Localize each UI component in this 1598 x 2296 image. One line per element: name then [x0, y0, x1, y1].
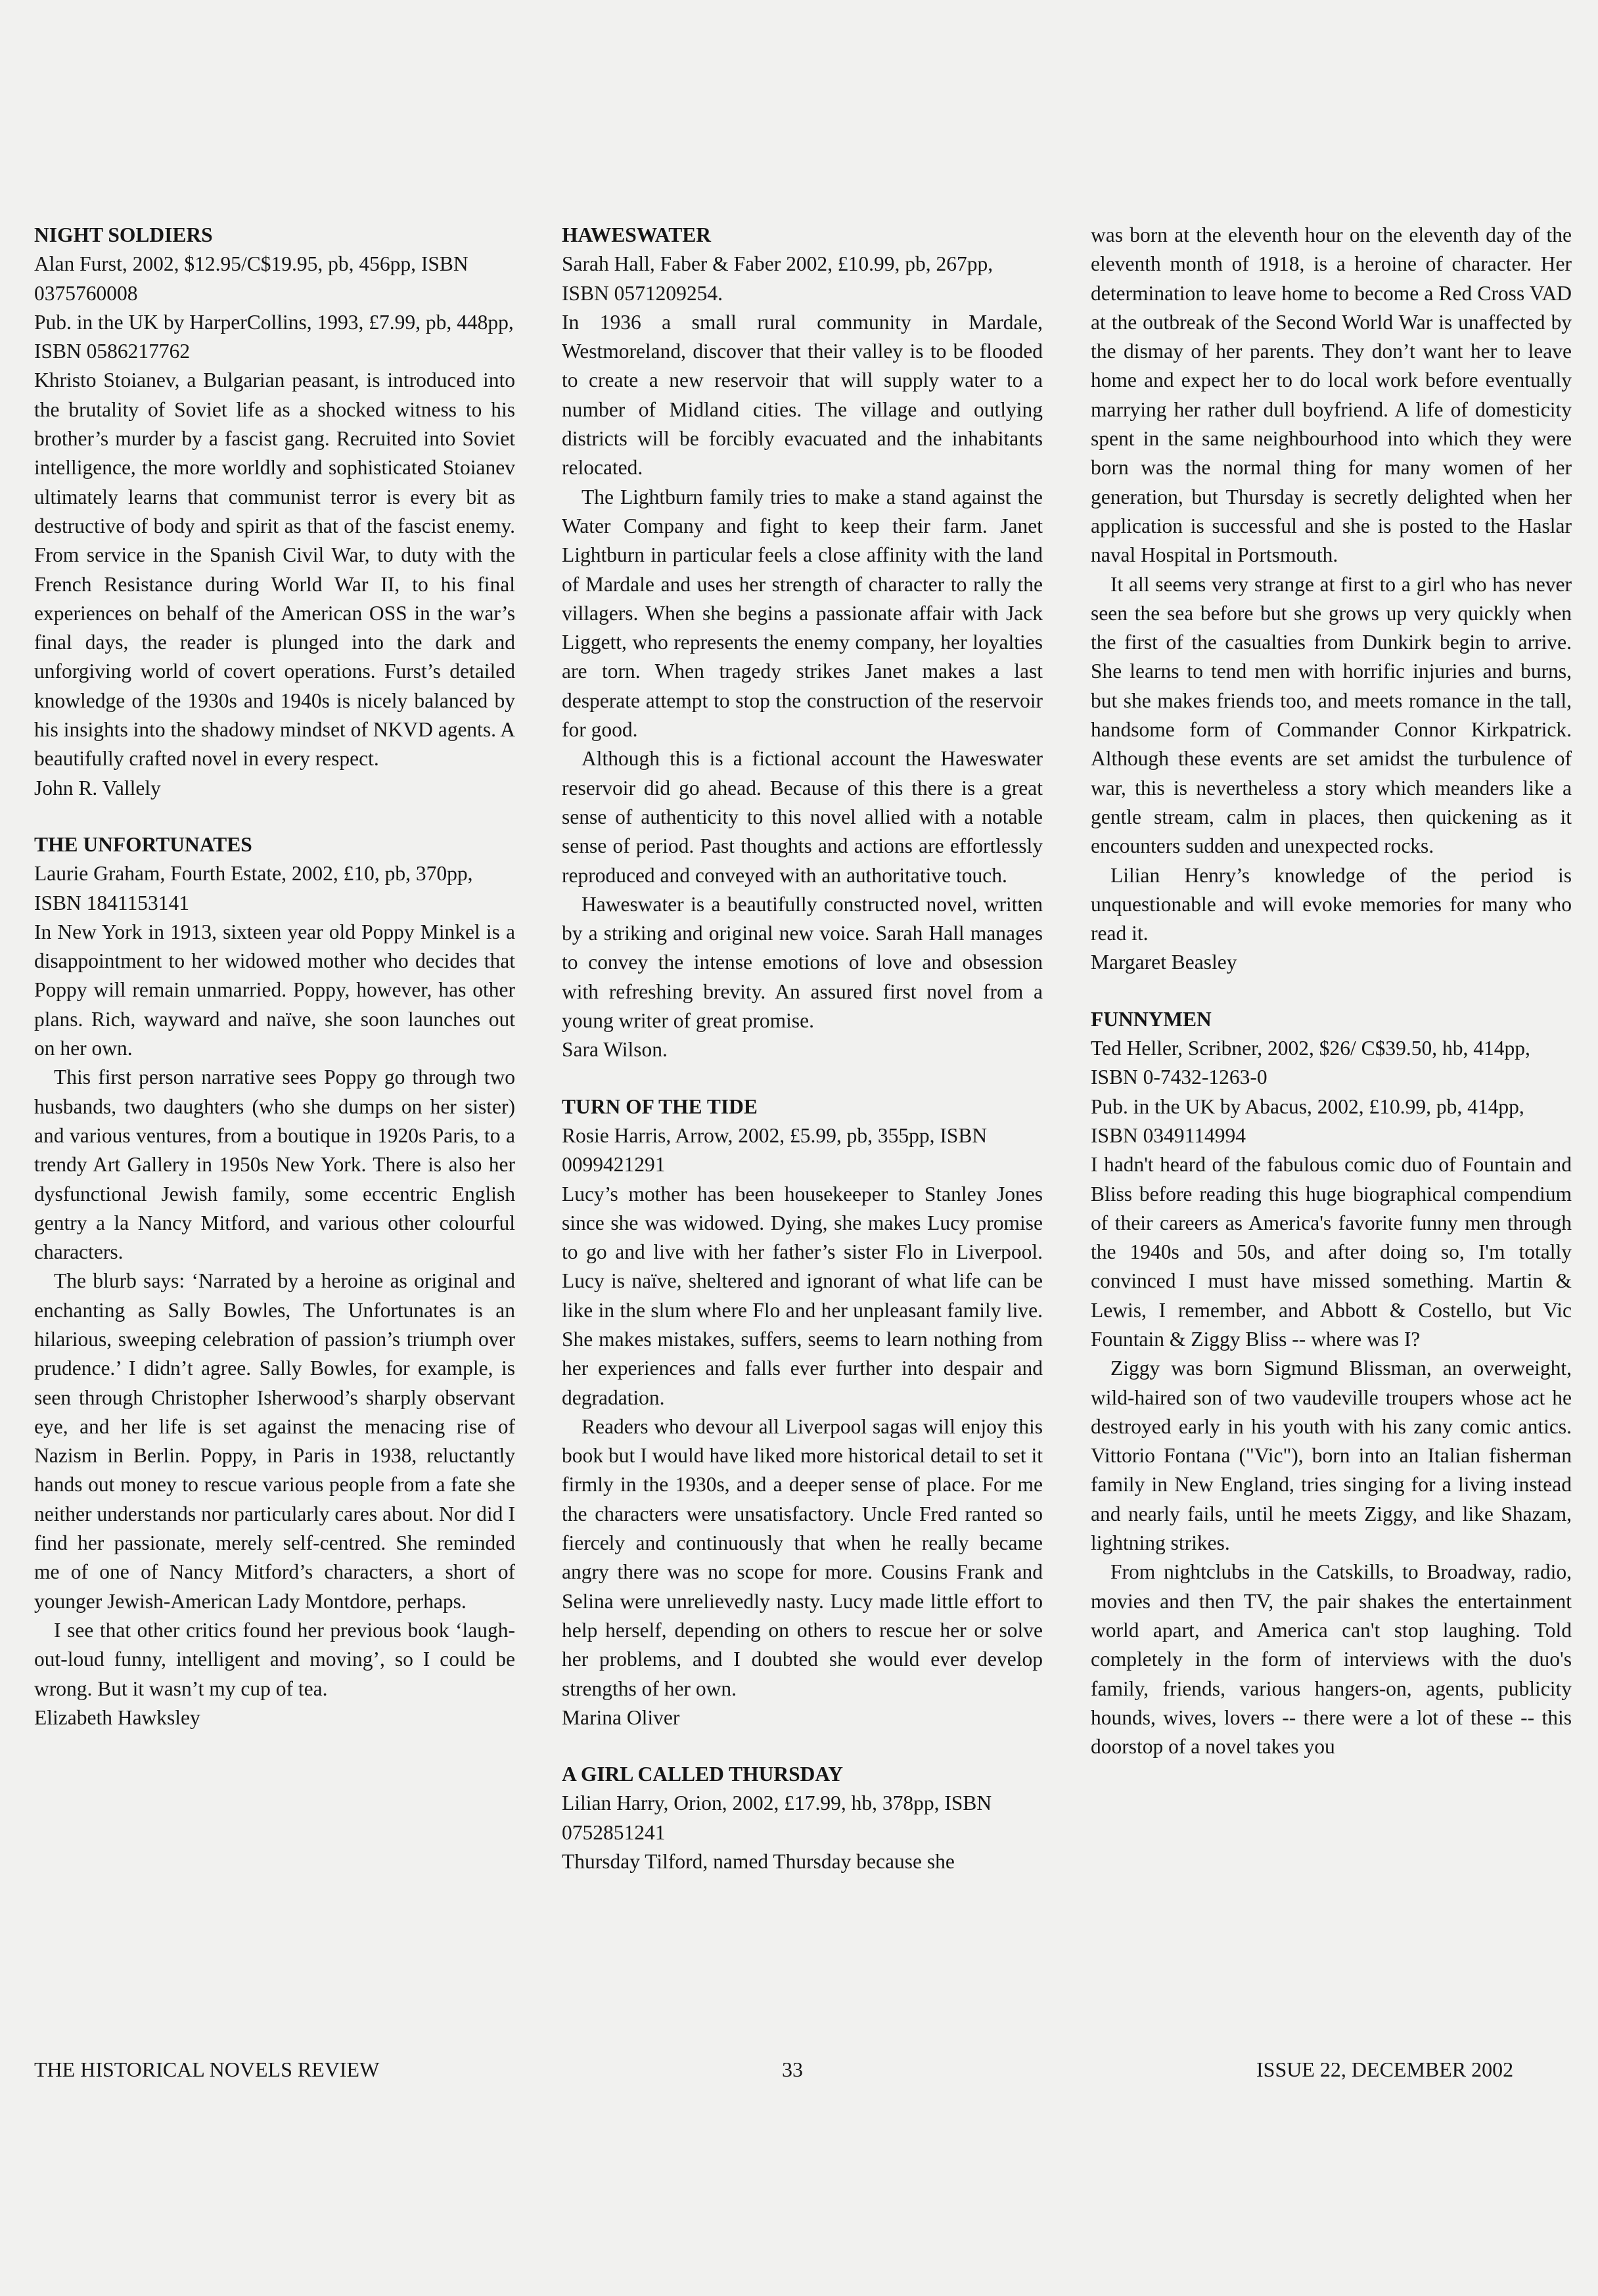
review-paragraph: was born at the eleventh hour on the eleventh day of the eleventh month of 1918, is a heroine of character. Her determination to leave home to become a Red Cross VAD at the outbreak of the Second World War is unaffected by the dismay of her parents. They don’t want her to leave home and expect her to do local work before eventually marrying her rather dull boyfriend. A life of domesticity spent in the same neighbourhood into which they were born was the normal thing for many women of her generation, but Thursday is secretly delighted when her application is successful and she is posted to the Haslar naval Hospital in Portsmouth. [1091, 223, 1572, 567]
column-1 [34, 221, 515, 1760]
column-3 [1091, 221, 1572, 1789]
review-title: HAWESWATER [562, 223, 711, 246]
review-funnymen [1091, 1005, 1572, 1762]
review-paragraph: I see that other critics found her previous book ‘laugh-out-loud funny, intelligent and moving’, so I could be wrong. But it wasn’t my cup of tea. [34, 1618, 515, 1700]
book-details-uk: Pub. in the UK by Abacus, 2002, £10.99, pb, 414pp, ISBN 0349114994 [1091, 1094, 1524, 1147]
review-paragraph: The blurb says: ‘Narrated by a heroine as original and enchanting as Sally Bowles, The Unfortunates is an hilarious, sweeping celebration of passion’s triumph over prudence.’ I didn’t agree. Sally Bowles, for example, is seen through Christopher Isherwood’s sharply observant eye, and her life is set against the menacing rise of Nazism in Berlin. Poppy, in Paris in 1938, reluctantly hands out money to rescue various people from a fate she neither understands nor particularly cares about. Nor did I find her passionate, merely self-centred. She reminded me of one of Nancy Mitford’s characters, a short of younger Jewish-American Lady Montdore, perhaps. [34, 1269, 515, 1613]
review-paragraph: It all seems very strange at first to a girl who has never seen the sea before but she grows up very quickly when the first of the casualties from Dunkirk begin to arrive. She learns to tend men with horrific injuries and burns, but she makes friends too, and meets romance in the tall, handsome form of Commander Connor Kirkpatrick. Although these events are set amidst the turbulence of war, this is nevertheless a story which meanders like a gentle stream, calm in places, then quickening as it encounters sudden and unexpected rocks. [1091, 572, 1572, 858]
review-the-unfortunates [34, 830, 515, 1732]
book-details: Alan Furst, 2002, $12.95/C$19.95, pb, 456pp, ISBN 0375760008 [34, 252, 468, 305]
review-paragraph: In 1936 a small rural community in Mardale, Westmoreland, discover that their valley is to be flooded to create a new reservoir that will supply water to a number of Midland cities. The village and outlying districts will be forcibly evacuated and the inhabitants relocated. [562, 310, 1043, 480]
reviewer-name: John R. Vallely [34, 776, 161, 799]
review-night-soldiers [34, 221, 515, 803]
review-paragraph: Readers who devour all Liverpool sagas will enjoy this book but I would have liked more historical detail to set it firmly in the 1930s, and a deeper sense of place. For me the characters were unsatisfactory. Uncle Fred ranted so fiercely and continuously that when he really became angry there was no scope for more. Cousins Frank and Selina were unrelievedly nasty. Lucy made little effort to help herself, depending on others to rescue her or solve her problems, and I doubted she would ever develop strengths of her own. [562, 1414, 1043, 1700]
column-2 [562, 221, 1043, 1904]
publication-name: THE HISTORICAL NOVELS REVIEW [34, 2058, 380, 2081]
review-paragraph: Ziggy was born Sigmund Blissman, an overweight, wild-haired son of two vaudeville troupers whose act he destroyed early in his youth with his zany comic antics. Vittorio Fontana ("Vic"), born into an Italian fisherman family in New England, tries singing for a living instead and nearly fails, until he meets Ziggy, and like Shazam, lightning strikes. [1091, 1357, 1572, 1555]
review-paragraph: I hadn't heard of the fabulous comic duo of Fountain and Bliss before reading this huge biographical compendium of their careers as America's favorite funny men through the 1940s and 50s, and after doing so, I'm totally convinced I must have missed something. Martin & Lewis, I remember, and Abbott & Costello, but Vic Fountain & Ziggy Bliss -- where was I? [1091, 1153, 1572, 1351]
reviewer-name: Sara Wilson. [562, 1038, 668, 1062]
book-details: Ted Heller, Scribner, 2002, $26/ C$39.50, hb, 414pp, ISBN 0-7432-1263-0 [1091, 1037, 1530, 1089]
review-turn-of-the-tide [562, 1092, 1043, 1733]
review-a-girl-called-thursday [562, 1760, 1043, 1876]
review-title: TURN OF THE TIDE [562, 1094, 758, 1118]
review-paragraph: Lucy’s mother has been housekeeper to Stanley Jones since she was widowed. Dying, she makes Lucy promise to go and live with her father’s sister Flo in Liverpool. Lucy is naïve, sheltered and ignorant of what life can be like in the slum where Flo and her unpleasant family live. She makes mistakes, suffers, seems to learn nothing from her experiences and falls ever further into despair and degradation. [562, 1182, 1043, 1409]
review-paragraph: Haweswater is a beautifully constructed novel, written by a striking and original new voice. Sarah Hall manages to convey the intense emotions of love and obsession with refreshing brevity. An assured first novel from a young writer of great promise. [562, 892, 1043, 1033]
review-paragraph: This first person narrative sees Poppy go through two husbands, two daughters (who she dumps on her sister) and various ventures, from a boutique in 1920s Paris, to a trendy Art Gallery in 1950s New York. There is also her dysfunctional Jewish family, some eccentric English gentry a la Nancy Mitford, and various other colourful characters. [34, 1066, 515, 1264]
review-paragraph: The Lightburn family tries to make a stand against the Water Company and fight to keep their farm. Janet Lightburn in particular feels a close affinity with the land of Mardale and uses her strength of character to rally the villagers. When she begins a passionate affair with Jack Liggett, who represents the enemy company, her loyalties are torn. When tragedy strikes Janet makes a last desperate attempt to stop the construction of the reservoir for good. [562, 485, 1043, 742]
review-paragraph: Although this is a fictional account the Haweswater reservoir did go ahead. Because of this there is a great sense of authenticity to this novel allied with a notable sense of period. Past thoughts and actions are effortlessly reproduced and conveyed with an authoritative touch. [562, 747, 1043, 887]
book-details: Sarah Hall, Faber & Faber 2002, £10.99, pb, 267pp, ISBN 0571209254. [562, 252, 993, 305]
review-paragraph: Lilian Henry’s knowledge of the period is unquestionable and will evoke memories for many who read it. [1091, 863, 1572, 945]
review-title: NIGHT SOLDIERS [34, 223, 213, 246]
review-title: FUNNYMEN [1091, 1007, 1212, 1031]
review-title: A GIRL CALLED THURSDAY [562, 1763, 844, 1786]
book-details-uk: Pub. in the UK by HarperCollins, 1993, £7.99, pb, 448pp, ISBN 0586217762 [34, 310, 514, 363]
issue-date: ISSUE 22, DECEMBER 2002 [1256, 2058, 1514, 2081]
page-number: 33 [782, 2058, 803, 2081]
review-a-girl-called-thursday-continued [1091, 221, 1572, 978]
book-details: Laurie Graham, Fourth Estate, 2002, £10, pb, 370pp, ISBN 1841153141 [34, 862, 473, 914]
book-details: Rosie Harris, Arrow, 2002, £5.99, pb, 355pp, ISBN 0099421291 [562, 1123, 988, 1177]
review-haweswater [562, 221, 1043, 1065]
book-details: Lilian Harry, Orion, 2002, £17.99, hb, 378pp, ISBN 0752851241 [562, 1791, 992, 1844]
review-paragraph: In New York in 1913, sixteen year old Poppy Minkel is a disappointment to her widowed mother who decides that Poppy will remain unmarried. Poppy, however, has other plans. Rich, wayward and naïve, she soon launches out on her own. [34, 920, 515, 1060]
reviewer-name: Marina Oliver [562, 1705, 680, 1729]
review-paragraph: Khristo Stoianev, a Bulgarian peasant, is introduced into the brutality of Soviet life as a shocked witness to his brother’s murder by a fascist gang. Recruited into Soviet intelligence, the more worldly and sophisticated Stoianev ultimately learns that communist terror is every bit as destructive of body and spirit as that of the fascist enemy. From service in the Spanish Civil War, to duty with the French Resistance during World War II, to his final experiences on behalf of the American OSS in the war’s final days, the reader is plunged into the dark and unforgiving world of covert operations. Furst’s detailed knowledge of the 1930s and 1940s is nicely balanced by his insights into the shadowy mindset of NKVD agents. A beautifully crafted novel in every respect. [34, 369, 515, 771]
reviewer-name: Margaret Beasley [1091, 951, 1237, 974]
review-title: THE UNFORTUNATES [34, 832, 252, 856]
review-paragraph: Thursday Tilford, named Thursday because she [562, 1850, 955, 1874]
review-paragraph: From nightclubs in the Catskills, to Broadway, radio, movies and then TV, the pair shakes the entertainment world apart, and America can't stop laughing. Told completely in the form of interviews with the duo's family, friends, various hangers-on, agents, publicity hounds, wives, lovers -- there were a lot of these -- this doorstop of a novel takes you [1091, 1560, 1572, 1759]
reviewer-name: Elizabeth Hawksley [34, 1705, 200, 1729]
